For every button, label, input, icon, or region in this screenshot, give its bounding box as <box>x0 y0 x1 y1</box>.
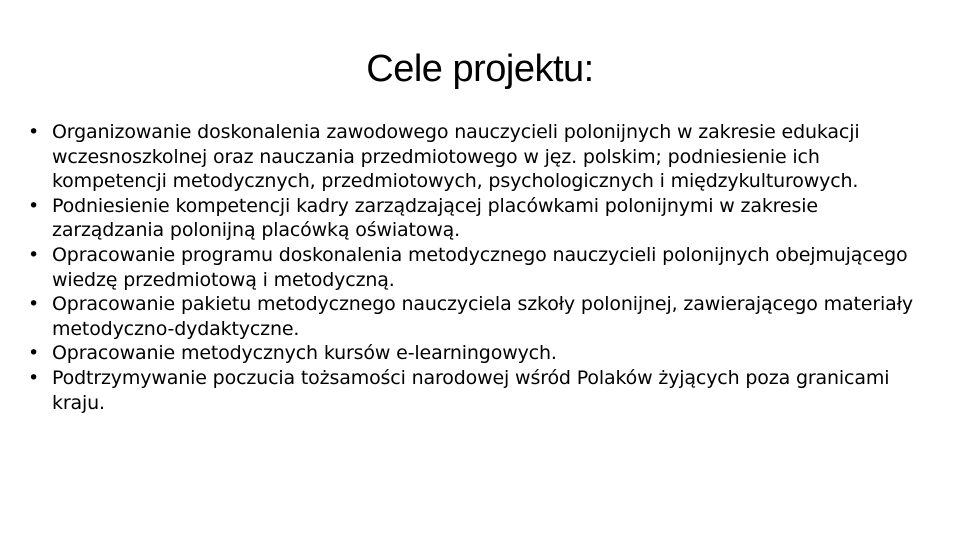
bullet-icon: • <box>28 293 40 316</box>
bullet-text: Podniesienie kompetencji kadry zarządzającej placówkami polonijnymi w zakresie zarządzania polonijną placówką oświatową. <box>52 194 818 242</box>
bullet-text: Podtrzymywanie poczucia tożsamości narodowej wśród Polaków żyjących poza granicami kraju. <box>52 366 890 414</box>
bullet-icon: • <box>28 194 40 217</box>
slide-title <box>0 44 960 94</box>
bullet-text: Opracowanie pakietu metodycznego nauczyciela szkoły polonijnej, zawierającego materiały metodyczno-dydaktyczne. <box>52 293 913 340</box>
bullet-icon: • <box>28 243 40 266</box>
bullet-item <box>28 366 928 415</box>
bullet-item <box>28 243 928 292</box>
bullet-item <box>28 341 928 366</box>
bullet-item <box>28 120 928 194</box>
bullet-icon: • <box>28 366 40 389</box>
bullet-text: Opracowanie metodycznych kursów e-learningowych. <box>52 342 557 365</box>
bullet-item <box>28 292 928 341</box>
slide-content <box>28 120 928 415</box>
bullet-text: Opracowanie programu doskonalenia metodycznego nauczycieli polonijnych obejmującego wiedzę przedmiotową i metodyczną. <box>52 243 908 291</box>
bullet-text: Organizowanie doskonalenia zawodowego nauczycieli polonijnych w zakresie edukacji wczesnoszkolnej oraz nauczania przedmiotowego w jęz. polskim; podniesienie ich kompetencji metodycznych, przedmiotowych, psychologicznych i międzykulturowych. <box>52 121 860 193</box>
bullet-list <box>28 120 928 415</box>
bullet-icon: • <box>28 121 40 143</box>
bullet-item <box>28 194 928 243</box>
slide-title-text: Cele projektu: <box>366 48 594 90</box>
bullet-icon: • <box>28 342 40 365</box>
